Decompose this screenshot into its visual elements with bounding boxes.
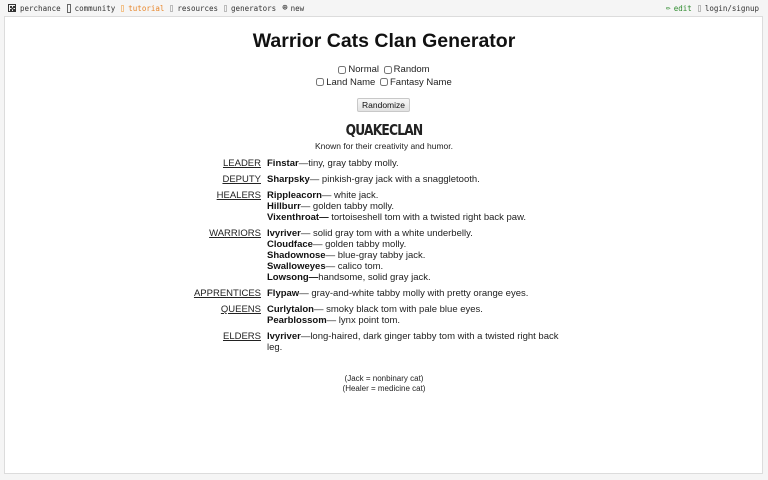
option-label: Random — [393, 64, 430, 75]
footnote-healer: (Healer = medicine cat) — [342, 384, 426, 393]
resources-icon — [170, 5, 173, 12]
top-nav-right — [666, 4, 768, 13]
cat-name: Lowsong— — [267, 272, 319, 283]
nav-label: generators — [231, 3, 277, 13]
generators-icon — [224, 5, 227, 12]
cat-description: — golden tabby molly. — [312, 239, 407, 250]
cat-name: Vixenthroat— — [267, 212, 329, 223]
clan-description: Known for their creativity and humor. — [315, 141, 453, 151]
plus-circle-icon: ⊕ — [282, 3, 288, 13]
cat-name: Ivyriver — [267, 331, 301, 342]
cat-name: Shadownose — [267, 250, 326, 261]
cat-name: Sharpsky — [267, 174, 310, 185]
random-checkbox[interactable] — [384, 66, 392, 74]
cat-description: —tiny, gray tabby molly. — [298, 158, 399, 169]
nav-label: tutorial — [128, 3, 165, 13]
cat-entry — [267, 174, 567, 185]
nav-label: community — [74, 3, 116, 13]
rank-apprentices — [0, 288, 768, 299]
cat-description: — lynx point tom. — [326, 315, 401, 326]
option-fantasy-name[interactable] — [380, 77, 452, 88]
top-navigation-bar — [0, 0, 768, 16]
cat-entry — [267, 304, 567, 315]
cat-description: tortoiseshell tom with a twisted right back paw. — [328, 212, 527, 223]
cat-entry — [267, 201, 567, 212]
rank-label: ELDERS — [222, 331, 261, 342]
nav-label: new — [290, 3, 305, 13]
nav-label: edit — [673, 3, 692, 13]
tutorial-icon — [121, 5, 124, 12]
cat-entry — [267, 190, 567, 201]
cat-description: — solid gray tom with a white underbelly. — [300, 228, 473, 239]
cat-description: — white jack. — [321, 190, 379, 201]
name-style-options — [0, 64, 768, 89]
cat-name: Cloudface — [267, 239, 313, 250]
rank-deputy — [0, 174, 768, 185]
rank-members — [267, 190, 567, 223]
nav-label: resources — [177, 3, 219, 13]
rank-label: LEADER — [222, 158, 261, 169]
nav-link-tutorial[interactable] — [121, 4, 164, 13]
nav-link-generators[interactable] — [224, 4, 276, 13]
nav-link-login-signup[interactable] — [698, 4, 759, 13]
clan-roster — [0, 158, 768, 358]
option-label: Land Name — [326, 76, 376, 88]
cat-entry — [267, 239, 567, 250]
nav-link-perchance[interactable] — [8, 4, 61, 13]
land-name-checkbox[interactable] — [316, 78, 324, 86]
cat-entry — [267, 288, 567, 299]
nav-link-edit[interactable] — [666, 4, 692, 13]
login-icon — [698, 5, 701, 12]
cat-description: — calico tom. — [325, 261, 384, 272]
cat-description: — blue-gray tabby jack. — [325, 250, 426, 261]
fantasy-name-checkbox[interactable] — [380, 78, 388, 86]
cat-entry — [267, 315, 567, 326]
cat-name: Pearblossom — [267, 315, 327, 326]
dice-icon — [8, 4, 16, 12]
cat-description: —long-haired, dark ginger tabby tom with a twisted right back leg. — [267, 331, 559, 353]
option-label: Fantasy Name — [389, 76, 452, 88]
normal-checkbox[interactable] — [338, 66, 346, 74]
rank-members — [267, 288, 567, 299]
options-row-2 — [0, 77, 768, 90]
rank-healers — [0, 190, 768, 223]
rank-members — [267, 304, 567, 326]
cat-name: Finstar — [267, 158, 299, 169]
footnote-jack: (Jack = nonbinary cat) — [344, 374, 424, 383]
cat-description: — pinkish-gray jack with a snaggletooth. — [309, 174, 480, 185]
nav-link-new[interactable] — [282, 3, 304, 13]
cat-name: Swalloweyes — [267, 261, 326, 272]
rank-members — [267, 158, 567, 169]
cat-name: Curlytalon — [267, 304, 314, 315]
cat-entry — [267, 272, 567, 283]
cat-description: handsome, solid gray jack. — [318, 272, 431, 283]
option-land-name[interactable] — [316, 77, 375, 88]
rank-label: APPRENTICES — [193, 288, 261, 299]
cat-description: — gray-and-white tabby molly with pretty orange eyes. — [299, 288, 529, 299]
rank-members — [267, 228, 567, 283]
cat-entry — [267, 212, 567, 223]
cat-name: Ivyriver — [267, 228, 301, 239]
nav-label: login/signup — [704, 3, 759, 13]
rank-members — [267, 174, 567, 185]
rank-warriors — [0, 228, 768, 283]
cat-name: Rippleacorn — [267, 190, 322, 201]
rank-label: QUEENS — [220, 304, 261, 315]
pencil-icon: ✏ — [665, 3, 671, 12]
rank-label: WARRIORS — [209, 228, 261, 239]
rank-label: HEALERS — [216, 190, 261, 201]
nav-link-resources[interactable] — [170, 4, 218, 13]
community-icon — [67, 4, 71, 13]
cat-entry — [267, 250, 567, 261]
clan-name: QUAKECLAN — [345, 121, 423, 139]
cat-entry — [267, 261, 567, 272]
cat-name: Flypaw — [267, 288, 300, 299]
nav-link-community[interactable] — [67, 4, 116, 13]
rank-label: DEPUTY — [222, 174, 261, 185]
option-label: Normal — [348, 64, 380, 75]
option-normal[interactable] — [338, 64, 379, 75]
rank-members — [267, 331, 567, 353]
top-nav-left — [0, 3, 310, 13]
cat-entry — [267, 228, 567, 239]
options-row-1 — [0, 64, 768, 77]
page-title: Warrior Cats Clan Generator — [252, 30, 516, 52]
rank-leader — [0, 158, 768, 169]
footnotes — [0, 374, 768, 394]
nav-label: perchance — [20, 3, 61, 13]
cat-name: Hillburr — [267, 201, 301, 212]
rank-queens — [0, 304, 768, 326]
cat-entry — [267, 158, 567, 169]
rank-elders — [0, 331, 768, 353]
cat-description: — smoky black tom with pale blue eyes. — [313, 304, 483, 315]
cat-entry — [267, 331, 567, 353]
cat-description: — golden tabby molly. — [300, 201, 395, 212]
option-random[interactable] — [384, 64, 430, 75]
randomize-button[interactable]: Randomize — [357, 98, 410, 112]
